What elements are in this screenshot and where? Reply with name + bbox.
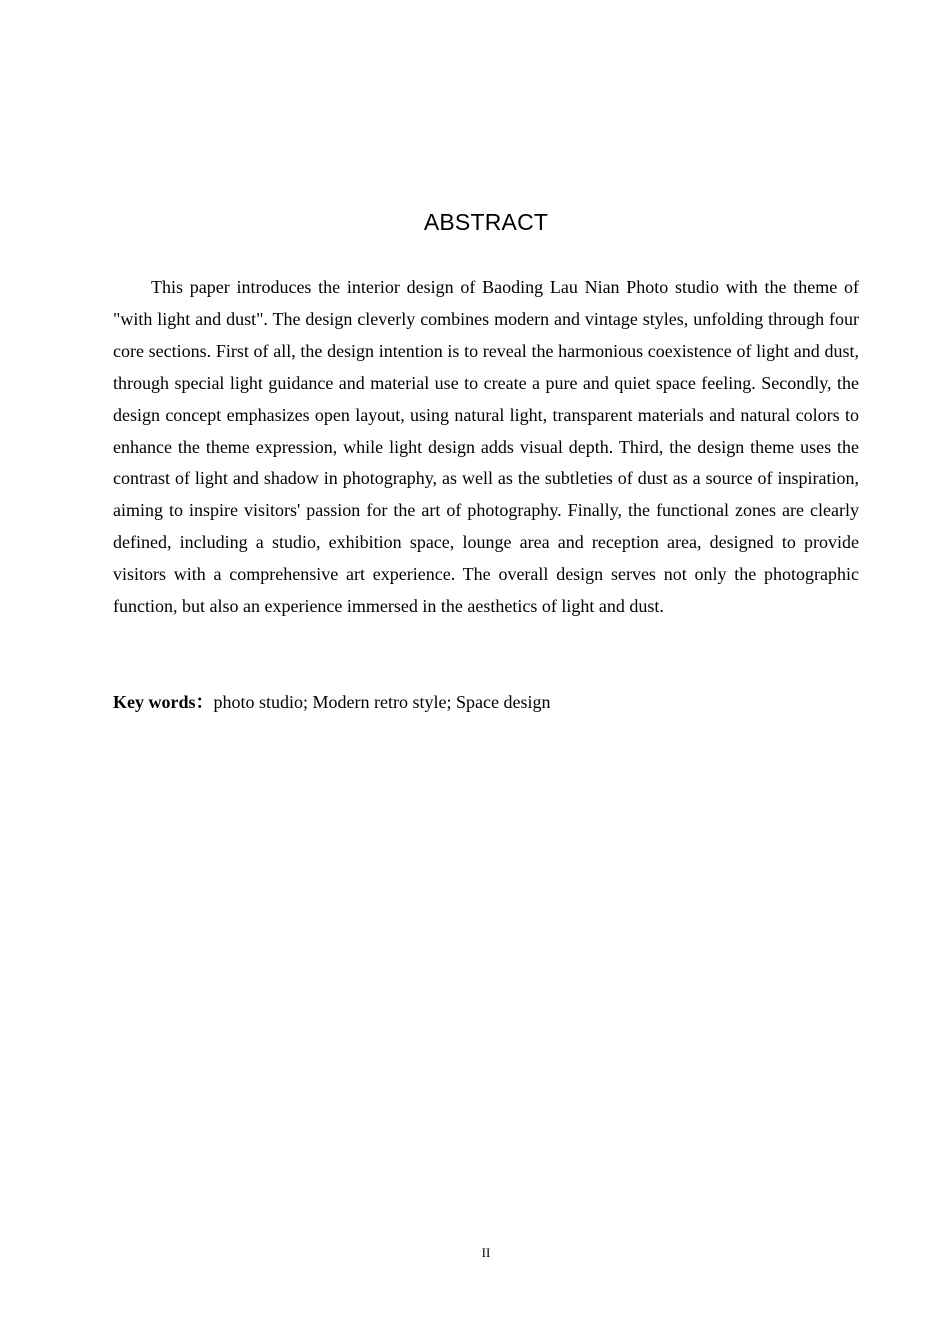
keywords-line	[113, 687, 859, 719]
page-number: II	[481, 1245, 491, 1260]
abstract-title: ABSTRACT	[423, 209, 549, 235]
keywords-label: Key words：	[113, 692, 214, 712]
abstract-paragraph: This paper introduces the interior design of Baoding Lau Nian Photo studio with the theme of "with light and dust". The design cleverly combines modern and vintage styles, unfolding through four core sections. First of all, the design intention is to reveal the harmonious coexistence of light and dust, through special light guidance and material use to create a pure and quiet space feeling. Secondly, the design concept emphasizes open layout, using natural light, transparent materials and natural colors to enhance the theme expression, while light design adds visual depth. Third, the design theme uses the contrast of light and shadow in photography, as well as the subtleties of dust as a source of inspiration, aiming to inspire visitors' passion for the art of photography. Finally, the functional zones are clearly defined, including a studio, exhibition space, lounge area and reception area, designed to provide visitors with a comprehensive art experience. The overall design serves not only the photographic function, but also an experience immersed in the aesthetics of light and dust.	[113, 277, 859, 617]
keywords-value: photo studio; Modern retro style; Space design	[213, 692, 551, 712]
